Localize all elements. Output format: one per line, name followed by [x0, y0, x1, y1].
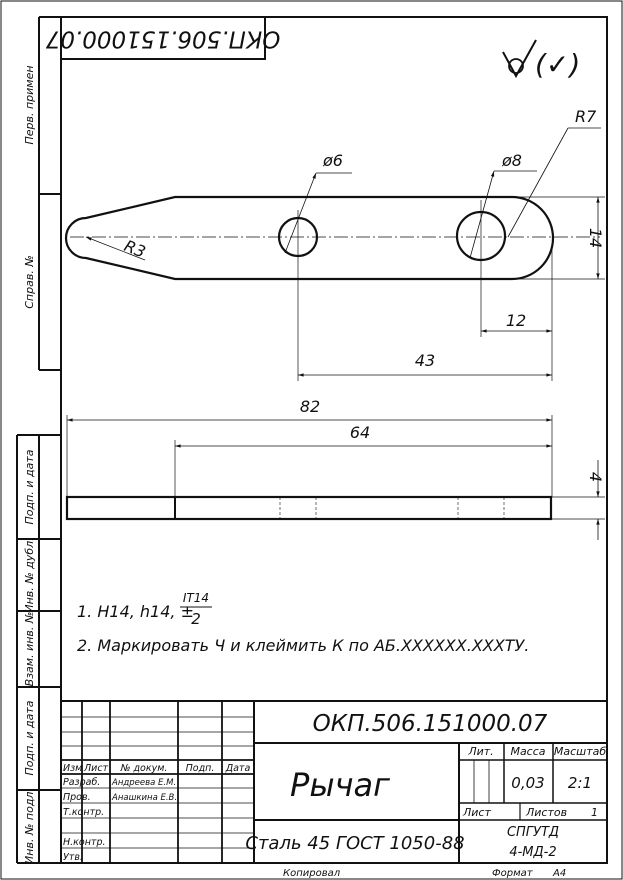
lever-side-view [67, 497, 551, 519]
title-code: ОКП.506.151000.07 [312, 711, 548, 737]
format-label: Формат [492, 868, 533, 879]
massa-label: Масса [510, 745, 546, 758]
dimensions [67, 107, 605, 540]
org-line-2: 4-МД-2 [509, 845, 557, 860]
sprav-no-label: Справ. № [23, 255, 36, 309]
note-1: 1. H14, h14, ± [77, 602, 194, 621]
inv-dubl-label: Инв. № дубл. [23, 537, 36, 613]
mirrored-code-box [45, 17, 280, 59]
massa-value: 0,03 [511, 774, 545, 792]
dim-14: 14 [586, 227, 605, 249]
dim-r7: R7 [575, 107, 597, 126]
inv-podl-label: Инв. № подл. [23, 788, 36, 864]
masshtab-value: 2:1 [567, 774, 593, 792]
roughness-symbol [503, 40, 580, 81]
podp-data-label-1: Подп. и дата [23, 449, 36, 525]
mirrored-code: ОКП.506.151000.07 [45, 25, 281, 52]
dim-d6: ø6 [323, 151, 343, 170]
listov-value: 1 [591, 806, 598, 819]
material: Сталь 45 ГОСТ 1050-88 [245, 833, 465, 854]
roughness-note: (✓) [535, 48, 581, 81]
razrab-name: Андреева Е.М. [112, 778, 177, 788]
listov-label: Листов [526, 806, 568, 819]
col-dokum: № докум. [120, 763, 168, 774]
left-strip [17, 17, 61, 864]
dim-82: 82 [299, 397, 321, 416]
part-name: Рычаг [290, 766, 390, 804]
col-list: Лист [84, 763, 109, 774]
tkontr-label: Т.контр. [63, 807, 105, 818]
col-data: Дата [225, 763, 251, 774]
col-izm: Изм [63, 763, 83, 774]
nkontr-label: Н.контр. [63, 837, 106, 848]
title-block [61, 701, 607, 863]
dim-64: 64 [349, 423, 371, 442]
dim-4: 4 [586, 471, 605, 483]
prov-label: Пров. [63, 792, 91, 803]
col-podp: Подп. [185, 763, 215, 774]
note-2: 2. Маркировать Ч и клеймить К по АБ.XXXXXX.XXXТУ. [77, 636, 530, 655]
lit-label: Лит. [468, 745, 494, 758]
dim-d8: ø8 [502, 151, 522, 170]
format-value: А4 [553, 868, 567, 879]
prov-name: Анашкина Е.В. [112, 793, 178, 803]
note-1-fraction-den: 2 [191, 610, 201, 628]
org-line-1: СПГУТД [506, 825, 560, 840]
dim-12: 12 [505, 311, 527, 330]
list-label: Лист [463, 806, 491, 819]
dim-43: 43 [414, 351, 436, 370]
note-1-fraction-num: IT14 [182, 591, 210, 605]
perv-primen-label: Перв. примен [23, 65, 36, 145]
razrab-label: Разраб. [63, 777, 101, 788]
technical-notes [77, 591, 529, 655]
utv-label: Утв. [63, 852, 83, 863]
dim-r3: R3 [121, 236, 149, 262]
masshtab-label: Масштаб [553, 745, 607, 758]
vzam-inv-label: Взам. инв. № [23, 611, 36, 687]
podp-data-label-2: Подп. и дата [23, 700, 36, 776]
kopiroval-label: Копировал [283, 868, 341, 879]
lever-top-view [66, 197, 600, 279]
